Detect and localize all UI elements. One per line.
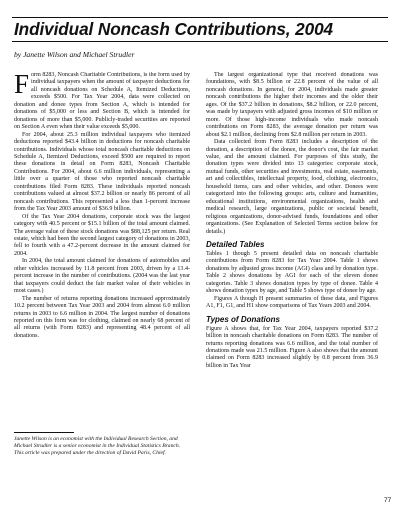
body-paragraph: Data collected from Form 8283 includes a description of the donation, a description of the donee, the donor's cost, the fair market value, and the amount claimed. For purposes of this study, the donation types were divided into 13 categories: corporate stock, mutual funds, other securities and investments, real estate, easements, art and collectibles, intellectual property, food, clothing, electronics, household items, cars and other vehicles, and other. Donees were categorized into the following groups: arts, culture and humanities, educational institutions, environmental organizations, health and medical research, large organizations, public or societal benefit, religious organizations, donor-advised funds, foundations and other organizations. (See Explanation of Selected Terms section below for details.) (206, 139, 378, 235)
title-top-rule (12, 17, 388, 18)
author-footnote: Janette Wilson is an economist with the Individual Research Section, and Michael Strudler is a senior economist in the Individual Statistics Branch. This article was prepared under the direction of David Paris, Chief. (14, 436, 181, 456)
footnote-rule (14, 432, 74, 433)
body-paragraph: Figures A though H present summaries of these data, and Figures A1, F1, G1, and H1 show comparisons of Tax Years 2003 and 2004. (206, 295, 378, 310)
paragraph-text: orm 8283, Noncash Charitable Contributions, is the form used by individual taxpayers when the amount of taxpayer deductions for all noncash donations on Schedule A, Itemized Deductions, exceeds $500. For Tax Year 2004, data were collected on donation and donee types from Section A, which is intended for donations of $5,000 or less and Section B, which is intended for donations of more than $5,000. Publicly-traded securities are reported on Section A even when their value exceeds $5,000. (14, 72, 190, 131)
section-heading-types-of-donations: Types of Donations (206, 314, 280, 324)
title-bottom-rule (12, 41, 388, 42)
body-paragraph: The number of returns reporting donations increased approximately 10.2 percent between Tax Year 2003 and 2004 from almost 6.0 million returns in 2003 to 6.6 million in 2004. The largest number of donations reported on this form was for clothing, claimed on nearly 68 percent of all returns (with Form 8283) and representing 48.4 percent of all donations. (14, 295, 190, 339)
right-column (206, 72, 378, 512)
body-paragraph: Of the Tax Year 2004 donations, corporate stock was the largest category with 40.5 percent or $15.1 billion of the total amount claimed. The average value of these stock donations was $88,125 per return. Real estate, which had been the second largest category of donations in 2003, fell to fourth with a 47.2-percent decrease in the amount claimed for 2004. (14, 213, 190, 257)
article-title: Individual Noncash Contributions, 2004 (14, 19, 333, 39)
body-paragraph: In 2004, the total amount claimed for donations of automobiles and other vehicles increased by 11.8 percent from 2003, driven by a 13.4-percent increase in the number of contributions. (2004 was the last year that taxpayers could deduct the fair market value of their vehicles in most cases.) (14, 258, 190, 295)
page-number: 77 (384, 497, 392, 504)
body-paragraph: Figure A shows that, for Tax Year 2004, taxpayers reported $37.2 billion in noncash charitable donations on Form 8283. The number of returns reporting donations was 6.6 million, and the total number of donations made was 21.5 million. Figure A also shows that the amount claimed on Form 8283 increased slightly by 0.8 percent from 36.9 billion in Tax Year (206, 325, 378, 369)
body-paragraph: For 2004, about 25.3 million individual taxpayers who itemized deductions reported $43.4 billion in deductions for noncash charitable contributions. Individuals whose total noncash charitable deductions on Schedule A, Itemized Deductions, exceed $500 are required to report these donations in detail on Form 8283, Noncash Charitable Contributions. For 2004, about 6.6 million individuals, representing a little over a quarter of those who reported noncash charitable contributions filed Form 8283. These individuals reported noncash contributions valued at almost $37.2 billion or nearly 86 percent of all noncash contributions. This represented a less than 1-percent increase from the Tax Year 2003 amount of $36.9 billion. (14, 131, 190, 213)
body-paragraph: The largest organizational type that received donations was foundations, with $8.5 billion or 22.8 percent of the value of all noncash donations. In general, for 2004, individuals made greater noncash contributions the higher their incomes and the older their ages. Of the $37.2 billion in donations, $8.2 billion, or 22.0 percent, was made by taxpayers with adjusted gross incomes of $10 million or more. Of those high-income individuals who made noncash contributions on Form 8283, the average donation per return was about $2.1 million, declining from $2.8 million per return in 2003. (206, 72, 378, 138)
section-heading-detailed-tables: Detailed Tables (206, 239, 265, 249)
body-paragraph: Tables 1 though 5 present detailed data on noncash charitable contributions from Form 8283 for Tax Year 2004. Table 1 shows donations by adjusted gross income (AGI) class and by donation type. Table 2 shows donations by AGI for each of the eleven donee categories. Table 3 shows donation types by type of donee. Table 4 shows donation types by age, and Table 5 shows type of donee by age. (206, 250, 378, 295)
opening-paragraph (14, 72, 190, 132)
byline: by Janette Wilson and Michael Strudler (14, 50, 135, 59)
drop-cap: F (14, 72, 30, 99)
